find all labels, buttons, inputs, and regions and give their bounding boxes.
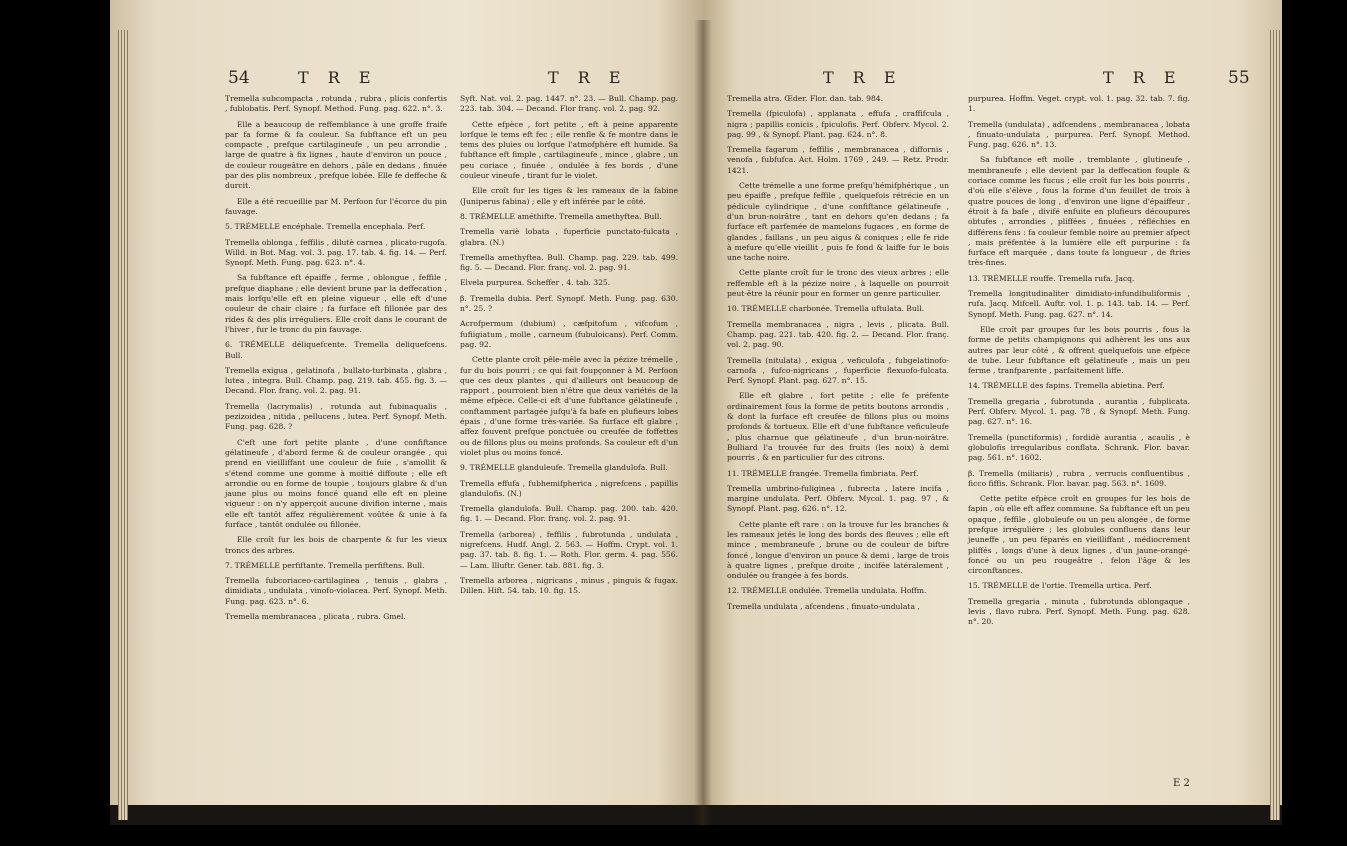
running-head-right: T R E [1103, 68, 1183, 87]
paragraph: Tremella effufa , fubhemifpherica , nigrefcens , papillis glandulofis. (N.) [460, 478, 678, 498]
paragraph: Tremella gregaria , minuta , fubrotunda oblongaque , levis , flavo rubra. Perf. Synopf. Meth. Fung. pag. 628. n°. 20. [968, 596, 1190, 627]
paragraph: Tremella arborea , nigricans , minus , pinguis & fugax. Dillen. Hift. 54. tab. 10. fig. 15. [460, 575, 678, 596]
paragraph: Tremella (fpiculofa) , applanata , effufa , craffifcula , nigra ; papillis conicis , fpiculofis. Perf. Obferv. Mycol. 2. pag. 99 , & Synopf. Plant. pag. 624. n°. 8. [727, 109, 949, 139]
paragraph: C'eft une fort petite plante , d'une confiftance gélatineufe , d'abord ferme & de couleur orangée , qui prend en vieilliffant une couleur de fuie , s'amollit & s'étend comme une gomme à moitié diffoute ; elle eft arrondie ou en forme de toupie , toujours glabre & d'un jaune plus ou moins foncé quand elle eft en pleine vigueur : on n'y apperçoit aucune divifion interne , mais elle eft tantôt affez régulièrement voûtée & unie à fa furface , tantôt ondulée ou fillonée. [225, 437, 447, 529]
paragraph: Tremella subcompacta , rotunda , rubra , plicis confertis , fublobatis. Perf. Synopf. Method. Fung. pag. 622. n°. 3. [225, 94, 447, 114]
page-number-left: 54 [228, 68, 250, 88]
paragraph: Elle a été recueillie par M. Perfoon fur l'écorce du pin fauvage. [225, 196, 447, 216]
paragraph: Cette plante croît fur le tronc des vieux arbres ; elle reffemble eft à la pézize noire , à laquelle on pourroit peut-être la réunir pour en former un genre particulier. [727, 268, 949, 299]
paragraph: 6. TRÉMELLE déliquefcente. Tremella deliquefcens. Bull. [225, 340, 447, 360]
paragraph: Cette petite efpèce croît en groupes fur les bois de fapin , où elle eft affez commune. Sa fubftance eft un peu opaque , feffile , globuleufe ou un peu alongée , de forme prefque irrégulière ; les globules confluens dans leur jeuneffe , un peu féparés en vieilliffant , médiocrement pliffés , longs d'une à deux lignes , d'un jaune-orangé-foncé ou un peu rougeâtre , felon l'âge & les circonftances. [968, 494, 1190, 576]
running-head-center-right: T R E [823, 68, 903, 87]
paragraph: Tremella oblonga , feffilis , dilutè carnea , plicato-rugofa. Willd. in Bot. Mag. vol. 3. pag. 17. tab. 4. fig. 14. — Perf. Synopf. Meth. Fung. pag. 623. n°. 4. [225, 237, 447, 268]
paragraph: Tremella fagarum , feffilis , membranacea , diffornis , venofa , fubfufca. Act. Holm. 1769 , 249. — Retz. Prodr. 1421. [727, 145, 949, 175]
text-column-3 [727, 94, 949, 617]
paragraph: 9. TRÉMELLE glanduleufe. Tremella glandulofa. Bull. [460, 463, 668, 473]
paragraph: Cette plante croît pêle-mêle avec la pézize trémelle , fur du bois pourri ; ce qui fait foupçonner à M. Perfoon que ces deux plantes , qui d'ailleurs ont beaucoup de rapport , pourroient bien n'être que deux variétés de la même efpèce. Celle-ci eft d'une fubftance gélatineufe , conftamment partagée jufqu'à fa bafe en plufieurs lobes épais , d'une forme très-variée. Sa furface eft glabre , affez fouvent prefque ponctuée ou creufée de foffettes ou de fillons plus ou moins profonds. Sa couleur eft d'un violet plus ou moins foncé. [460, 355, 678, 457]
paragraph: 5. TRÉMELLE encéphale. Tremella encephala. Perf. [225, 222, 426, 232]
paragraph: Cette efpèce , fort petite , eft à peine apparente lorfque le tems eft fec ; elle renfle & fe montre dans le tems des pluies ou lorfque l'atmofphère eft humide. Sa fubftance eft fimple , cartilagineufe , mince , glabre , un peu coriace , finuée , ondulée à fes bords , d'une couleur vineufe , tirant fur le violet. [460, 119, 678, 181]
paragraph: Elvela purpurea. Scheffer , 4. tab. 325. [460, 278, 611, 288]
page-number-right: 55 [1228, 68, 1250, 88]
text-column-1 [225, 94, 447, 627]
paragraph: Tremella gregaria , fubrotunda , aurantia , fubplicata. Perf. Obferv. Mycol. 1. pag. 78 , & Synopf. Meth. Fung. pag. 627. n°. 16. [968, 396, 1190, 427]
paragraph: Tremella (lacrymalis) , rotunda aut fubinaqualis , pezizoidea , nitida , pellucens , lutea. Perf. Synopf. Meth. Fung. pag. 628. ? [225, 401, 447, 432]
paragraph: Cette trémelle a une forme prefqu'hémifphérique , un peu épaiffe , prefque feffile , quelquefois rétrécie en un pédicule cylindrique , d'une confiftance gélatineufe , d'un brun-noirâtre , tant en dehors qu'en dedans ; fa furface eft parfemée de mamelons fugaces , en forme de glandes , faillans , un peu aigus & coniques ; elle fe ride à mefure qu'elle vieillit , puis fe fond & laiffe fur le bois une tache noire. [727, 181, 949, 263]
paragraph: Tremella (nitulata) , exigua , veficulofa , fubgelatinofo-carnofa , fufco-nigricans , fuperficie flexuofo-fulcata. Perf. Synopf. Plant. pag. 627. n°. 15. [727, 355, 949, 386]
running-head-left: T R E [298, 68, 378, 87]
text-column-4 [968, 94, 1190, 633]
paragraph: Elle eft glabre , fort petite ; elle fe préfente ordinairement fous la forme de petits boutons arrondis , & dont la furface eft creufée de fillons plus ou moins profonds & tortueux. Elle eft d'une fubftance veficuleufe , plus charnue que gélatineufe , d'un brun-noirâtre. Bulliard l'a trouvée fur des fruits (les noix) à demi pourris , & en particulier fur des citrons. [727, 391, 949, 463]
paragraph: Tremella variè lobata , fuperficie punctato-fulcata , glabra. (N.) [460, 227, 678, 247]
paragraph: Tremella umbrino-fuliginea , fubrecta , latere incifa , margine undulata. Perf. Obferv. Mycol. 1. pag. 97 , & Synopf. Plant. pag. 626. n°. 12. [727, 483, 949, 514]
paragraph: Syft. Nat. vol. 2. pag. 1447. n°. 23. — Bull. Champ. pag. 223. tab. 304. — Decand. Flor franç. vol. 2. pag. 92. [460, 94, 678, 114]
paragraph: Tremella undulata , afcendens , finuato-undulata , [727, 601, 920, 611]
paragraph: Elle croît fur les tiges & les rameaux de la fabine (Juniperus fabina) ; elle y eft inférée par le côté. [460, 186, 678, 206]
paragraph: 11. TRÉMELLE frangée. Tremella fimbriata. Perf. [727, 468, 919, 478]
paragraph: Elle a beaucoup de reffemblance à une groffe fraife par fa forme & fa couleur. Sa fubftance eft un peu compacte , prefque cartilagineufe , un peu arrondie , large de quatre à fix lignes , haute d'environ un pouce , de couleur rougeâtre en dehors , pâle en dedans , finuée par des plis nombreux , prefque lobée. Elle fe deffeche & durcit. [225, 119, 447, 191]
right-page [703, 0, 1282, 805]
paragraph: Elle croît fur les bois de charpente & fur les vieux troncs des arbres. [225, 535, 447, 555]
paragraph: Tremella membranacea , plicata , rubra. Gmel. [225, 612, 406, 622]
page-edges-left [118, 30, 128, 820]
paragraph: Tremella (punctiformis) , fordidè aurantia , acaulis , è globulofis irregularibus conflata. Schrank. Flor. bavar. pag. 561. n°. 1602. [968, 432, 1190, 463]
paragraph: Tremella (arborea) , feffilis , fubrotunda , undulata , nigrefcens. Hudf. Angl. 2. 563. — Hoffm. Crypt. vol. 1. pag. 37. tab. 8. fig. 1. — Roth. Flor. germ. 4. pag. 556. — Lam. Illuftr. Gener. tab. 881. fig. 3. [460, 529, 678, 570]
paragraph: Tremella longitudinaliter dimidiato-infundibuliformis , rufa. Jacq. Mifcell. Auftr. vol. 1. p. 143. tab. 14. — Perf. Synopf. Meth. Fung. pag. 627. n°. 14. [968, 289, 1190, 319]
left-page [110, 0, 703, 805]
text-column-2 [460, 94, 678, 601]
paragraph: β. Tremella dubia. Perf. Synopf. Meth. Fung. pag. 630. n°. 25. ? [460, 293, 678, 314]
paragraph: Acrofpermum (dubium) , cæfpitofum , vifcofum , fufiigiatum , molle , carneum (fubulοicans). Perf. Comm. pag. 92. [460, 319, 678, 349]
paragraph: Elle croît par groupes fur les bois pourris , fous la forme de petits champignons qui adhèrent les uns aux autres par leur côté , & offrent quelquefois une efpèce de tube. Leur fubftance eft gélatineufe , mais un peu ferme , tranfparente , parfaitement liffe. [968, 324, 1190, 376]
paragraph: Cette plante eft rare : on la trouve fur les branches & les rameaux jetés le long des bords des fleuves ; elle eft mince , membraneufe , brune ou de couleur de biftre foncé , longue d'environ un pouce & demi , large de trois à quatre lignes , prefque droite , incifée latéralement , ondulée ou frangée à fes bords. [727, 519, 949, 581]
paragraph: Tremella atra. Œder. Flor. dan. tab. 984. [727, 94, 884, 103]
paragraph: 13. TRÉMELLE rouffe. Tremella rufa. Jacq. [968, 273, 1135, 283]
paragraph: Tremella amethyftea. Bull. Champ. pag. 229. tab. 499. fig. 5. — Decand. Flor. franç. vol. 2. pag. 91. [460, 252, 678, 273]
paragraph: Tremella glandulofa. Bull. Champ. pag. 200. tab. 420. fig. 1. — Decand. Flor. franç. vol. 2. pag. 91. [460, 504, 678, 524]
book-gutter [694, 20, 712, 825]
paragraph: Tremella membranacea , nigra , levis , plicata. Bull. Champ. pag. 221. tab. 420. fig. 2. — Decand. Flor. franç. vol. 2. pag. 90. [727, 319, 949, 350]
paragraph: Tremella (undulata) , adfcendens , membranacea , lobata , finuato-undulata , purpurea. Perf. Synopf. Method. Fung. pag. 626. n°. 13. [968, 119, 1190, 150]
paragraph: β. Tremella (miliaris) , rubra , verrucis confluentibus , ficco fiffis. Schrank. Flor. bavar. pag. 563. n°. 1609. [968, 468, 1190, 488]
paragraph: Tremella exigua , gelatinofa , bullato-turbinata , glabra , lutea , integra. Bull. Champ. pag. 219. tab. 455. fig. 3. — Decand. Flor. franç. vol. 2. pag. 91. [225, 365, 447, 396]
paragraph: 12. TRÉMELLE ondulée. Tremella undulata. Hoffm. [727, 586, 927, 596]
page-edges-right [1270, 30, 1280, 820]
paragraph: Tremella fubcoriaceo-cartilaginea , tenuis , glabra , dimidiata , undulata , vinofo-violacea. Perf. Synopf. Meth. Fung. pag. 623. n°. 6. [225, 576, 447, 606]
paragraph: purpurea. Hoffm. Veget. crypt. vol. 1. pag. 32. tab. 7. fig. 1. [968, 94, 1190, 114]
paragraph: 8. TRÉMELLE améthifte. Tremella amethyftea. Bull. [460, 211, 662, 221]
paragraph: 7. TRÉMELLE perfiftante. Tremella perfiftens. Bull. [225, 560, 425, 570]
running-head-center-left: T R E [548, 68, 628, 87]
signature-mark: E 2 [1173, 778, 1190, 789]
paragraph: Sa fubftance eft épaiffe , ferme , oblongue , feffile , prefque diaphane ; elle devient brune par la deffecation , mais lorfqu'elle eft en pleine vigueur , elle eft d'une couleur de chair claire ; fa furface eft fillonée par des rides & des plis irréguliers. Elle croît dans le courant de l'hiver , fur le tronc du pin fauvage. [225, 273, 447, 334]
paragraph: 14. TRÉMELLE des fapins. Tremella abietina. Perf. [968, 381, 1165, 391]
paragraph: Sa fubftance eft molle , tremblante , glutineufe , membraneufe ; elle devient par la deffecation fouple & coriace comme les fucus ; elle croît fur les bois pourris , d'où elle s'élève , fous la forme d'un feuillet de trois à quatre pouces de long , d'environ une ligne d'épaiffeur , étroit à fa bafe , divifé enfuite en plufieurs découpures obtufes , arrondies , pliffées , finuées , réfléchies en différens fens : fa couleur femble noire au premier afpect , mais préfentée à la lumière elle eft purpurine : fa furface eft marquée , dans toute fa longueur , de ftries très-fines. [968, 155, 1190, 268]
paragraph: 10. TRÉMELLE charbonée. Tremella uftulata. Bull. [727, 304, 925, 314]
paragraph: 15. TRÉMELLE de l'ortie. Tremella urtica. Perf. [968, 581, 1152, 591]
